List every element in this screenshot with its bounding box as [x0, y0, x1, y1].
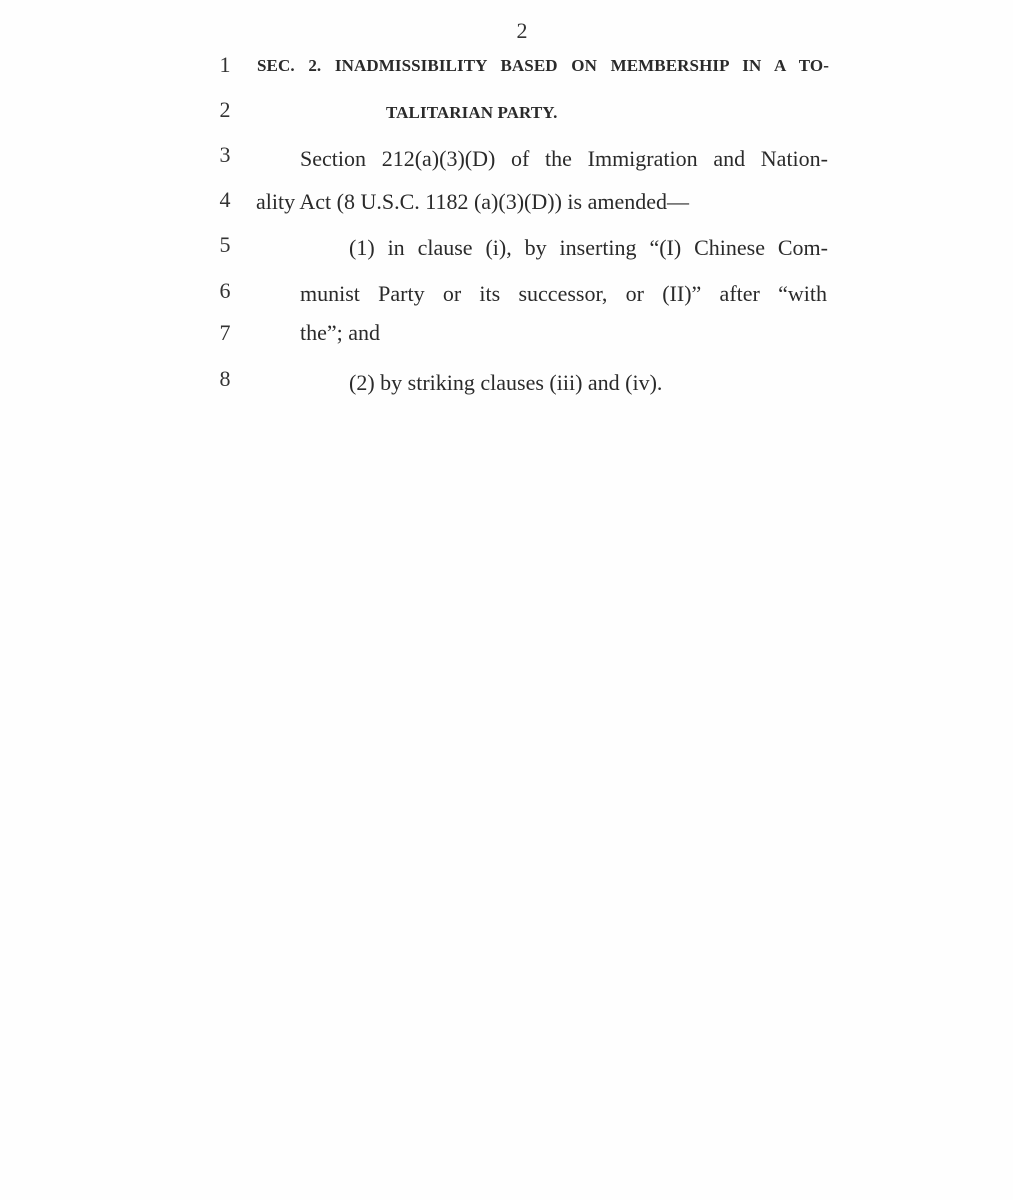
bill-line	[0, 50, 1013, 84]
section-heading-continued: TALITARIAN PARTY.	[386, 103, 558, 122]
line-number: 8	[219, 366, 231, 391]
bill-line	[0, 276, 1013, 310]
bill-line	[0, 364, 1013, 398]
line-number: 4	[219, 187, 231, 212]
line-number: 2	[219, 97, 231, 122]
clause-text: (2) by striking clauses (iii) and (iv).	[349, 370, 663, 395]
line-number: 1	[219, 52, 231, 77]
clause-text: munist Party or its successor, or (II)” after “with	[300, 281, 827, 306]
bill-line	[0, 95, 1013, 129]
page-number: 2	[516, 18, 528, 43]
clause-text: the”; and	[300, 320, 381, 345]
clause-text: (1) in clause (i), by inserting “(I) Chinese Com-	[349, 235, 828, 260]
line-number: 5	[219, 232, 231, 257]
line-number: 6	[219, 278, 231, 303]
body-text: Section 212(a)(3)(D) of the Immigration and Nation-	[300, 146, 828, 171]
bill-line	[0, 230, 1013, 264]
section-heading: SEC. 2. INADMISSIBILITY BASED ON MEMBERSHIP IN A TO-	[257, 56, 829, 75]
bill-line	[0, 318, 1013, 352]
line-number: 7	[219, 320, 231, 345]
bill-line	[0, 185, 1013, 219]
line-number: 3	[219, 142, 231, 167]
body-text: ality Act (8 U.S.C. 1182 (a)(3)(D)) is amended—	[256, 189, 689, 214]
bill-line	[0, 140, 1013, 174]
